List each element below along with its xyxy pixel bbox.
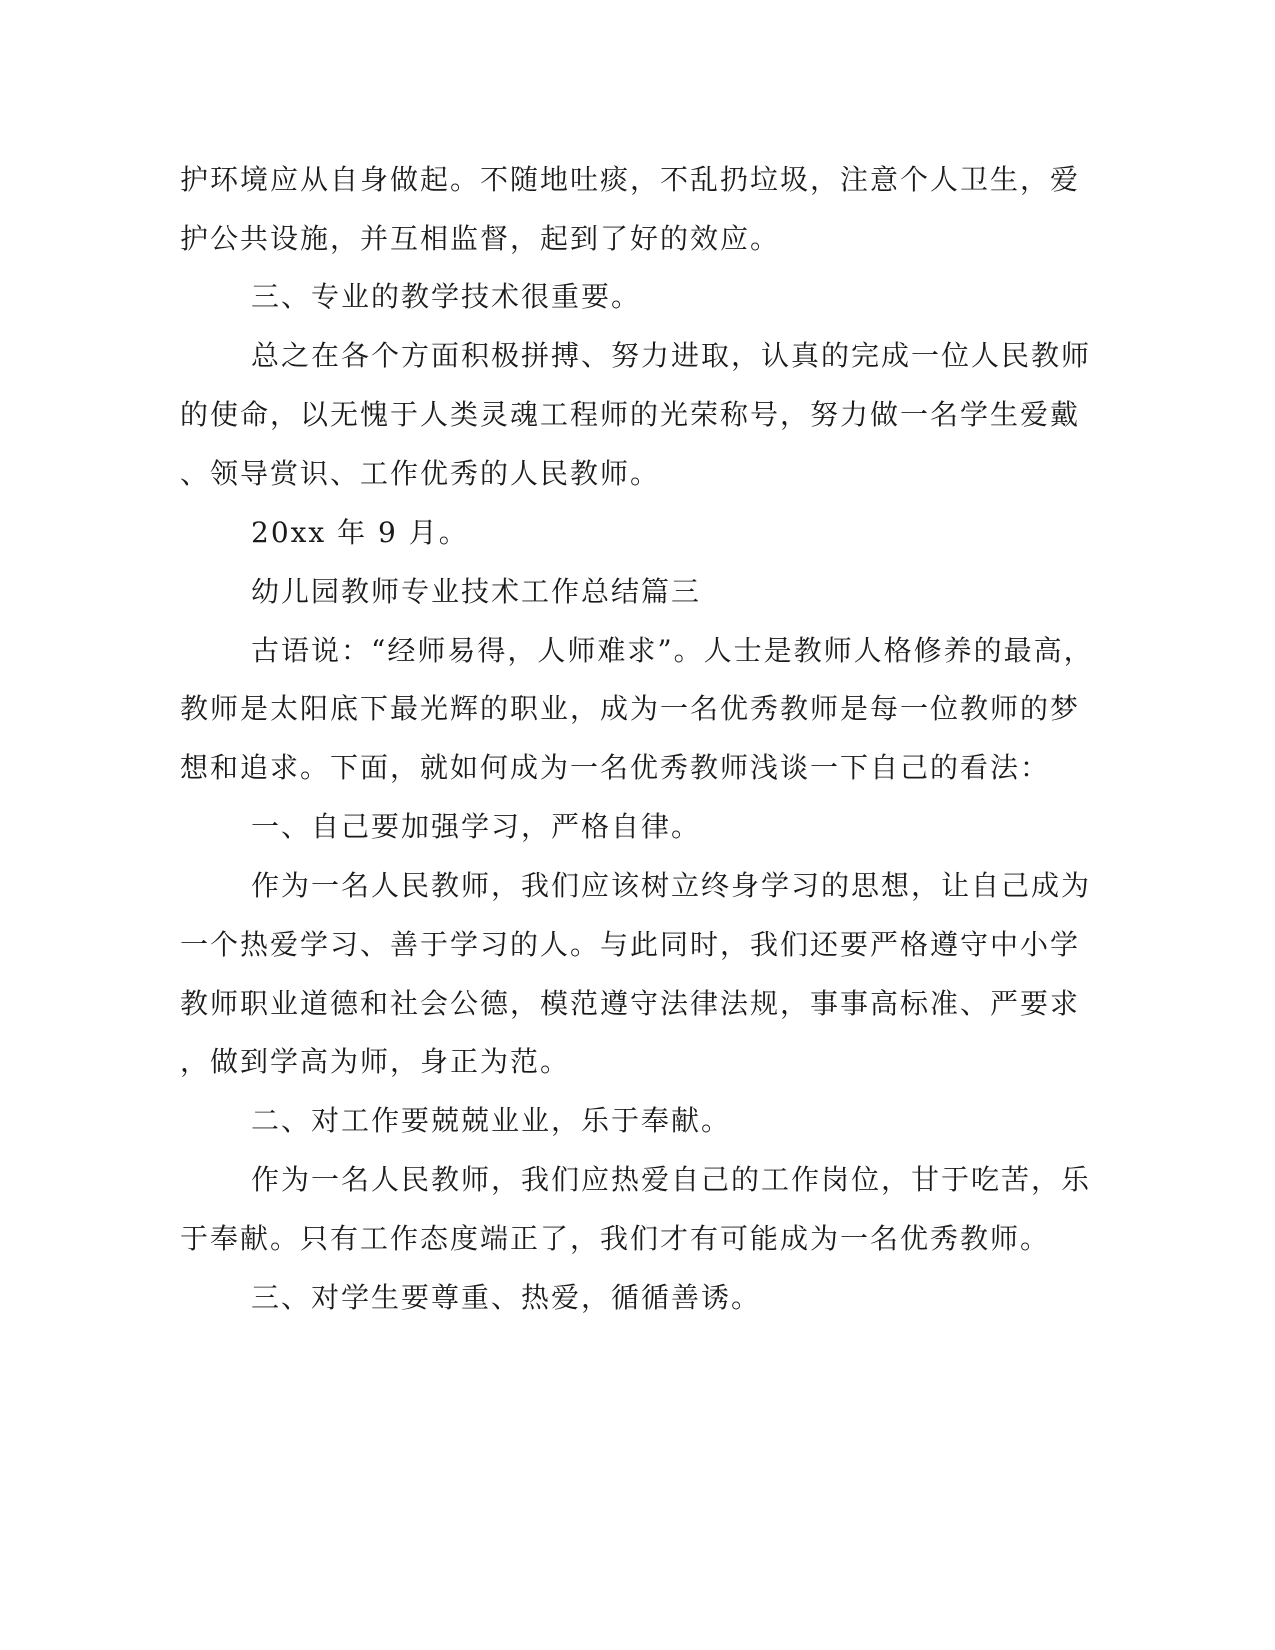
text-line: 作为一名人民教师，我们应该树立终身学习的思想，让自己成为: [251, 869, 1092, 902]
section-heading: 一、自己要加强学习，严格自律。: [251, 810, 702, 843]
section-heading: 三、专业的教学技术很重要。: [251, 280, 642, 313]
text-line: 于奉献。只有工作态度端正了，我们才有可能成为一名优秀教师。: [180, 1222, 1051, 1255]
text-line: 总之在各个方面积极拼搏、努力进取，认真的完成一位人民教师: [251, 339, 1092, 372]
text-line: 一个热爱学习、善于学习的人。与此同时，我们还要严格遵守中小学: [180, 928, 1081, 961]
text-line: 护公共设施，并互相监督，起到了好的效应。: [180, 222, 781, 255]
text-line: ，做到学高为师，身正为范。: [180, 1045, 571, 1078]
text-line: 想和追求。下面，就如何成为一名优秀教师浅谈一下自己的看法：: [180, 751, 1051, 784]
text-line: 作为一名人民教师，我们应热爱自己的工作岗位，甘于吃苦，乐: [251, 1163, 1092, 1196]
text-line: 护环境应从自身做起。不随地吐痰，不乱扔垃圾，注意个人卫生，爱: [180, 163, 1081, 196]
text-line: 的使命，以无愧于人类灵魂工程师的光荣称号，努力做一名学生爱戴: [180, 398, 1081, 431]
text-line: 、领导赏识、工作优秀的人民教师。: [180, 457, 661, 490]
date-line: 20xx 年 9 月。: [251, 516, 469, 549]
article-title: 幼儿园教师专业技术工作总结篇三: [251, 575, 702, 608]
text-line: 教师职业道德和社会公德，模范遵守法律法规，事事高标准、严要求: [180, 987, 1081, 1020]
text-line: 古语说：“经师易得，人师难求”。人士是教师人格修养的最高，: [251, 634, 1094, 667]
section-heading: 二、对工作要兢兢业业，乐于奉献。: [251, 1104, 732, 1137]
section-heading: 三、对学生要尊重、热爱，循循善诱。: [251, 1281, 762, 1314]
text-line: 教师是太阳底下最光辉的职业，成为一名优秀教师是每一位教师的梦: [180, 692, 1081, 725]
